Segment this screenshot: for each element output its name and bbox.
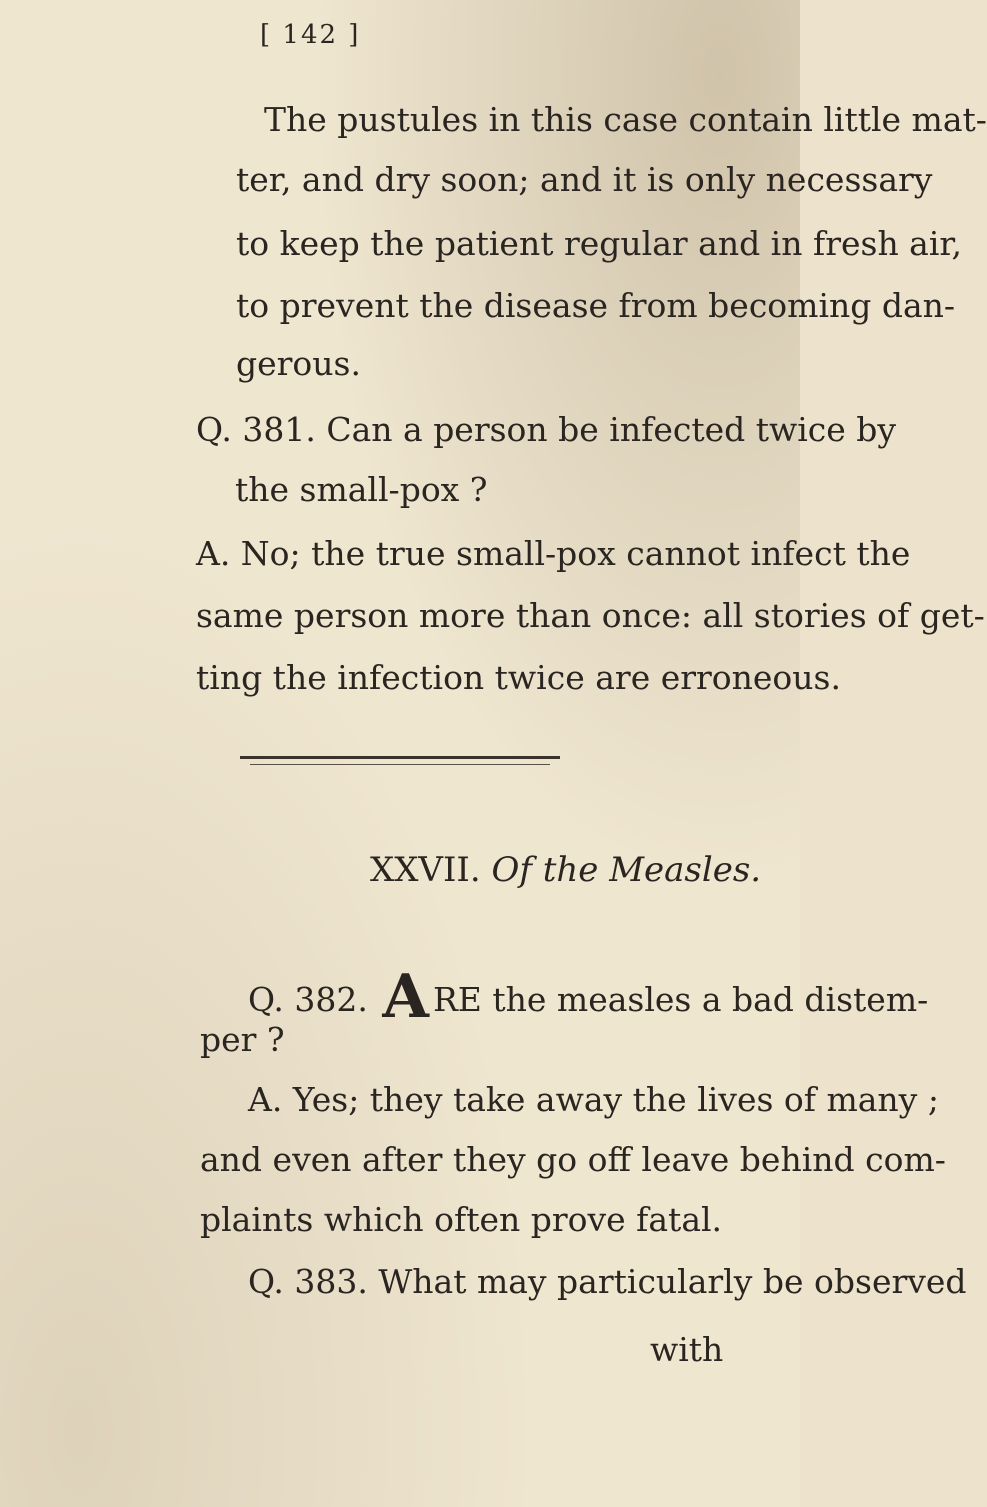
page-number: [ 142 ] (260, 20, 361, 50)
question-382 (248, 962, 928, 1032)
question-text: the measles a bad distem- (492, 980, 929, 1019)
answer-line: A. Yes; they take away the lives of many ; (248, 1080, 939, 1119)
text-line: The pustules in this case contain little mat- (264, 100, 987, 139)
text-line: ting the infection twice are erroneous. (196, 658, 841, 697)
section-rule-thin (250, 764, 550, 765)
drop-cap: A (382, 962, 429, 1032)
question-line: Q. 383. What may particularly be observed (248, 1262, 967, 1301)
text-line: same person more than once: all stories of get- (196, 596, 985, 635)
text-line: plaints which often prove fatal. (200, 1200, 723, 1239)
text-line: per ? (200, 1020, 285, 1059)
section-number: XXVII. (370, 850, 481, 890)
text-line: to keep the patient regular and in fresh air, (236, 224, 963, 263)
section-title: Of the Measles. (491, 850, 762, 890)
question-line: Q. 381. Can a person be infected twice by (196, 410, 897, 449)
text-line: gerous. (236, 344, 361, 383)
catchword: with (650, 1330, 724, 1369)
small-caps: RE (432, 980, 482, 1019)
text-line: the small-pox ? (235, 470, 488, 509)
text-line: to prevent the disease from becoming dan- (236, 286, 956, 325)
answer-line: A. No; the true small-pox cannot infect the (196, 534, 911, 573)
text-line: and even after they go off leave behind com- (200, 1140, 946, 1179)
text-line: ter, and dry soon; and it is only necessary (236, 160, 933, 199)
question-prefix: Q. 382. (248, 980, 368, 1019)
section-rule (240, 756, 560, 759)
section-heading (370, 850, 761, 890)
